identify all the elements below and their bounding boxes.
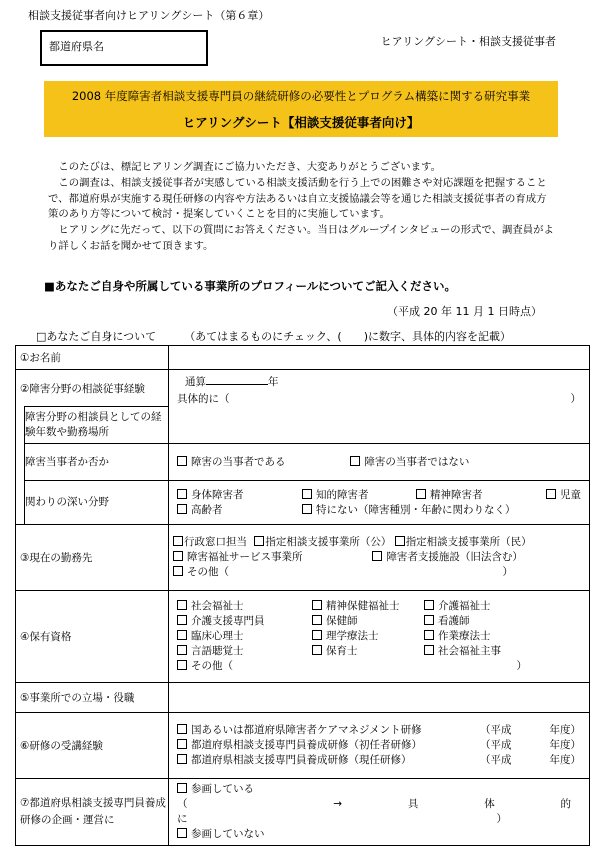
training-field[interactable]: 国あるいは都道府県障害者ケアマネジメント研修 （平成 年度） 都道府県相談支援専門員養成研修（初任者研修） （平成 年度） 都道府県相談支援専門員養成研修（現任研修） （平成 年度） <box>169 713 590 779</box>
q2c-label: 関わりの深い分野 <box>25 481 169 525</box>
q6-label: ⑥研修の受講経験 <box>16 713 169 779</box>
q2b-option-2[interactable]: 障害の当事者ではない <box>350 455 469 470</box>
checkbox-icon[interactable] <box>173 551 183 561</box>
q4-option-3[interactable]: 介護福祉士 <box>424 599 581 614</box>
q4-label: ④保有資格 <box>16 591 169 683</box>
intro-paragraph-2: この調査は、相談支援従事者が実感している相談支援活動を行う上での困難さや対応課題を把握することで、都道府県が実施する現任研修の内容や方法あるいは自立支援協議会等を通じた相談支援従事者の育成方策のあり方等について検討・提案していくことを目的に実施しています。 <box>48 176 547 221</box>
q4-option-1[interactable]: 社会福祉士 <box>177 599 312 614</box>
q2c-option-2[interactable]: 知的障害者 <box>302 488 416 503</box>
self-heading-note: （あてはまるものにチェック、( )に数字、具体的内容を記載） <box>184 330 511 343</box>
q2c-option-3[interactable]: 精神障害者 <box>416 488 546 503</box>
checkbox-icon[interactable] <box>350 456 360 466</box>
q4-option-13[interactable]: その他（ <box>177 659 233 674</box>
q7-option-1[interactable]: 参画している <box>177 782 581 797</box>
checkbox-icon[interactable] <box>177 630 187 640</box>
q4-option-11[interactable]: 保育士 <box>312 644 424 659</box>
q2c-option-5[interactable]: 高齢者 <box>177 503 302 518</box>
q1-label: ①お名前 <box>16 346 169 370</box>
checkbox-icon[interactable] <box>177 645 187 655</box>
banner-subtitle: 2008 年度障害者相談支援専門員の継続研修の必要性とプログラム構築に関する研究事業 <box>71 89 531 103</box>
q4-option-4[interactable]: 介護支援専門員 <box>177 614 312 629</box>
profile-form-table <box>15 345 590 846</box>
checkbox-icon[interactable] <box>177 828 187 838</box>
arrow-icon: → <box>333 798 343 810</box>
checkbox-icon[interactable] <box>177 783 187 793</box>
checkbox-icon[interactable] <box>312 630 322 640</box>
q3-option-1[interactable]: 行政窓口担当 <box>173 535 247 550</box>
checkbox-icon[interactable] <box>177 600 187 610</box>
qualification-field[interactable] <box>169 591 590 683</box>
intro-paragraph-1: このたびは、標記ヒアリング調査にご協力いただき、大変ありがとうございます。 <box>58 161 441 173</box>
workplace-field[interactable] <box>169 525 590 591</box>
q4-other-close: ） <box>516 660 527 672</box>
intro-paragraph-3: ヒアリングに先だって、以下の質問にお答えください。当日はグループインタビューの形式で、調査員がより詳しくお話を聞かせて頂きます。 <box>48 224 554 252</box>
checkbox-icon[interactable] <box>312 600 322 610</box>
checkbox-icon[interactable] <box>173 566 183 576</box>
experience-field[interactable]: 通算 年 具体的に（ ） <box>169 370 590 444</box>
q3-option-3[interactable]: 指定相談支援事業所（民） <box>395 535 532 550</box>
q3-other-close: ） <box>502 566 513 578</box>
checkbox-icon[interactable] <box>372 551 382 561</box>
q3-label: ③現在の勤務先 <box>16 525 169 591</box>
checkbox-icon[interactable] <box>424 645 434 655</box>
q4-option-5[interactable]: 保健師 <box>312 614 424 629</box>
q2b-option-1[interactable]: 障害の当事者である <box>177 455 347 470</box>
checkbox-icon[interactable] <box>312 615 322 625</box>
q7-label: ⑦都道府県相談支援専門員養成研修の企画・運営に <box>16 779 169 846</box>
checkbox-icon[interactable] <box>254 536 264 546</box>
intro-text <box>48 160 556 255</box>
q3-option-6[interactable]: その他（ <box>173 565 229 580</box>
q2b-label: 障害当事者か否か <box>25 444 169 481</box>
self-section-heading <box>36 328 511 344</box>
checkbox-icon[interactable] <box>173 536 183 546</box>
checkbox-icon[interactable] <box>546 489 556 499</box>
checkbox-icon[interactable] <box>177 660 187 670</box>
years-blank[interactable] <box>206 373 268 385</box>
q4-option-2[interactable]: 精神保健福祉士 <box>312 599 424 614</box>
q3-option-2[interactable]: 指定相談支援事業所（公） <box>254 535 391 550</box>
checkbox-icon[interactable] <box>312 645 322 655</box>
q5-label: ⑤事業所での立場・役職 <box>16 683 169 713</box>
section-heading: ■あなたご自身や所属している事業所のプロフィールについてご記入ください。 <box>44 279 456 293</box>
q2c-option-1[interactable]: 身体障害者 <box>177 488 302 503</box>
detail-open: 具体的に（ <box>177 393 230 405</box>
checkbox-icon[interactable] <box>395 536 405 546</box>
checkbox-icon[interactable] <box>177 724 187 734</box>
checkbox-icon[interactable] <box>177 615 187 625</box>
sheet-type-label: ヒアリングシート・相談支援従事者 <box>380 35 556 48</box>
checkbox-icon[interactable] <box>302 489 312 499</box>
q4-option-9[interactable]: 作業療法士 <box>424 629 581 644</box>
checkbox-icon[interactable] <box>416 489 426 499</box>
self-heading-label: □あなたご自身について <box>36 330 157 343</box>
q3-option-5[interactable]: 障害者支援施設（旧法含む） <box>372 550 523 565</box>
disability-party-field[interactable] <box>169 444 590 481</box>
q6-option-3[interactable]: 都道府県相談支援専門員養成研修（現任研修） <box>177 753 412 768</box>
planning-field[interactable]: 参画している （ → 具 体 的 に ） 参画していない <box>169 779 590 846</box>
checkbox-icon[interactable] <box>424 600 434 610</box>
q4-option-8[interactable]: 理学療法士 <box>312 629 424 644</box>
detail-close: ） <box>570 393 581 405</box>
q4-option-10[interactable]: 言語聴覚士 <box>177 644 312 659</box>
checkbox-icon[interactable] <box>177 754 187 764</box>
banner-title: ヒアリングシート【相談支援従事者向け】 <box>182 115 420 130</box>
q6-option-2[interactable]: 都道府県相談支援専門員養成研修（初任者研修） <box>177 738 422 753</box>
chapter-title: 相談支援従事者向けヒアリングシート（第６章） <box>28 9 270 22</box>
checkbox-icon[interactable] <box>302 504 312 514</box>
checkbox-icon[interactable] <box>424 615 434 625</box>
q2a-label: 障害分野の相談員としての経験年数や勤務場所 <box>25 407 169 444</box>
name-field[interactable] <box>169 346 590 370</box>
field-area-field[interactable] <box>169 481 590 525</box>
checkbox-icon[interactable] <box>177 456 187 466</box>
checkbox-icon[interactable] <box>424 630 434 640</box>
checkbox-icon[interactable] <box>177 739 187 749</box>
prefecture-label: 都道府県名 <box>49 40 104 53</box>
title-banner <box>44 81 558 137</box>
q4-option-6[interactable]: 看護師 <box>424 614 581 629</box>
q3-option-4[interactable]: 障害福祉サービス事業所 <box>173 550 369 565</box>
q2c-option-4[interactable]: 児童 <box>546 488 581 503</box>
checkbox-icon[interactable] <box>177 489 187 499</box>
checkbox-icon[interactable] <box>177 504 187 514</box>
q4-option-12[interactable]: 社会福祉主事 <box>424 644 581 659</box>
q4-option-7[interactable]: 臨床心理士 <box>177 629 312 644</box>
q6-option-1[interactable]: 国あるいは都道府県障害者ケアマネジメント研修 <box>177 723 422 738</box>
position-field[interactable] <box>169 683 590 713</box>
prefecture-box[interactable] <box>40 30 208 66</box>
q2c-option-6[interactable]: 特にない（障害種別・年齢に関わりなく） <box>302 503 581 518</box>
reference-date: （平成 20 年 11 月 1 日時点） <box>387 305 542 318</box>
q2-label: ②障害分野の相談従事経験 <box>16 370 169 407</box>
q7-option-2[interactable]: 参画していない <box>177 827 581 842</box>
